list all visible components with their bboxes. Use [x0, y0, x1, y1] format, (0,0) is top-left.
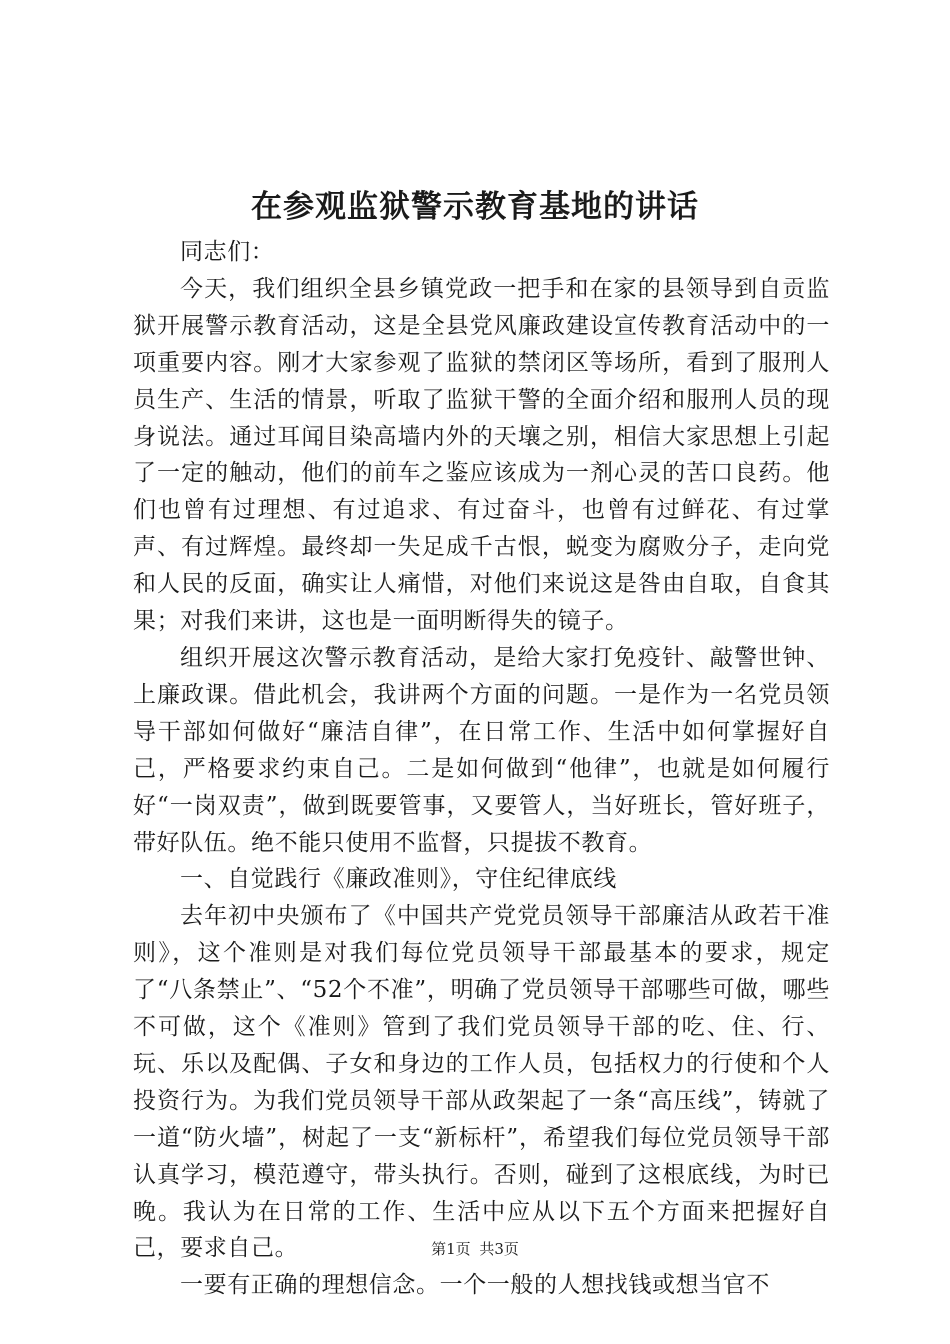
section-heading-1: 一、自觉践行《廉政准则》，守住纪律底线 — [180, 866, 617, 893]
paragraph-ideals: 一要有正确的理想信念。一个一般的人想找钱或想当官不 — [180, 1272, 770, 1299]
salutation: 同志们： — [180, 239, 275, 265]
paragraph-intro: 今天，我们组织全县乡镇党政一把手和在家的县领导到自贡监狱开展警示教育活动，这是全县党风廉政建设宣传教育活动中的一项重要内容。刚才大家参观了监狱的禁闭区等场所，看到了服刑人员生产、生活的情景，听取了监狱干警的全面介绍和服刑人员的现身说法。通过耳闻目染高墙内外的天壤之别，相信大家思想上引起了一定的触动，他们的前车之鉴应该成为一剂心灵的苦口良药。他们也曾有过理想、有过追求、有过奋斗，也曾有过鲜花、有过掌声、有过辉煌。最终却一失足成千古恨，蜕变为腐败分子，走向党和人民的反面，确实让人痛惜，对他们来说这是咎由自取，自食其果；对我们来讲，这也是一面明断得失的镜子。 — [133, 275, 830, 635]
paragraph-purpose: 组织开展这次警示教育活动，是给大家打免疫针、敲警世钟、上廉政课。借此机会，我讲两个方面的问题。一是作为一名党员领导干部如何做好“廉洁自律”，在日常工作、生活中如何掌握好自己，严格要求约束自己。二是如何做到“他律”，也就是如何履行好“一岗双责”，做到既要管事，又要管人，当好班长，管好班子，带好队伍。绝不能只使用不监督，只提拔不教育。 — [133, 644, 830, 856]
document-title: 在参观监狱警示教育基地的讲话 — [251, 189, 699, 225]
page-number: 第1页 — [431, 1240, 471, 1258]
paragraph-guidelines: 去年初中央颁布了《中国共产党党员领导干部廉洁从政若干准则》，这个准则是对我们每位党员领导干部最基本的要求，规定了“八条禁止”、“52个不准”，明确了党员领导干部哪些可做，哪些不可做，这个《准则》管到了我们党员领导干部的吃、住、行、玩、乐以及配偶、子女和身边的工作人员，包括权力的行使和个人投资行为。为我们党员领导干部从政架起了一条“高压线”，铸就了一道“防火墙”，树起了一支“新标杆”，希望我们每位党员领导干部认真学习，模范遵守，带头执行。否则，碰到了这根底线，为时已晚。我认为在日常的工作、生活中应从以下五个方面来把握好自己，要求自己。 — [133, 903, 830, 1262]
page-total: 共3页 — [479, 1240, 519, 1258]
document-body — [133, 234, 830, 1304]
page-footer — [0, 1239, 950, 1259]
